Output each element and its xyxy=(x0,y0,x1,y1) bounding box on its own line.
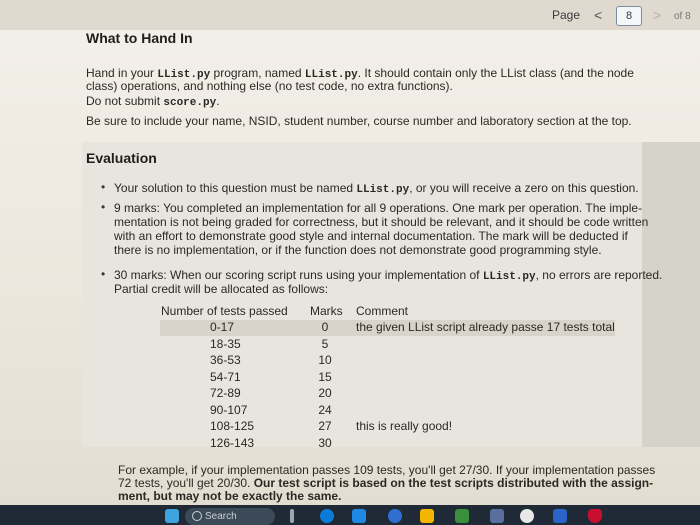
example-line-2 xyxy=(118,476,653,490)
table-cell-marks: 15 xyxy=(318,369,332,384)
os-taskbar xyxy=(0,505,700,525)
hand-in-line-2: class) operations, and nothing else (no test code, no extra functions). xyxy=(86,79,453,93)
code-segment: LList.py xyxy=(356,184,410,196)
previous-page-button[interactable]: < xyxy=(594,7,603,23)
chat-icon[interactable] xyxy=(320,509,334,523)
taskbar-search[interactable] xyxy=(185,508,275,525)
evaluation-bullet-2-line-2: mentation is not being graded for correctness, but it should be relevant, and it should be code written xyxy=(114,215,649,229)
table-header-tests: Number of tests passed xyxy=(161,304,288,318)
photos-icon[interactable] xyxy=(553,509,567,523)
table-cell-tests: 54-71 xyxy=(210,369,241,384)
table-cell-marks: 27 xyxy=(318,419,332,433)
app-icon-2[interactable] xyxy=(490,509,504,523)
search-icon xyxy=(192,511,202,521)
table-cell-tests: 126-143 xyxy=(210,435,255,450)
table-cell-tests: 36-53 xyxy=(210,353,241,367)
text-segment: program, named xyxy=(210,66,305,80)
code-segment: LList.py xyxy=(157,69,211,81)
page-navigation-bar xyxy=(0,0,700,30)
code-segment: score.py xyxy=(163,97,217,109)
table-cell-tests: 108-125 xyxy=(210,419,255,433)
table-cell-marks: 24 xyxy=(318,402,332,417)
table-header-marks: Marks xyxy=(310,304,343,318)
table-cell-marks: 30 xyxy=(318,435,332,450)
example-line-3: ment, but may not be exactly the same. xyxy=(118,489,342,503)
code-segment: LList.py xyxy=(304,69,358,81)
table-cell-marks: 0 xyxy=(321,320,329,334)
store-icon[interactable] xyxy=(455,509,469,523)
evaluation-bullet-2-line-1: 9 marks: You completed an implementation for all 9 operations. One mark per operation. The imple- xyxy=(114,201,643,215)
evaluation-bullet-1 xyxy=(114,181,639,197)
app-icon[interactable] xyxy=(388,509,402,523)
table-cell-comment: this is really good! xyxy=(356,419,453,433)
table-cell-tests: 0-17 xyxy=(210,320,235,334)
table-cell-tests: 90-107 xyxy=(210,402,248,417)
table-cell-marks: 10 xyxy=(318,353,332,367)
text-segment: . xyxy=(216,94,220,108)
task-view-icon[interactable] xyxy=(290,509,294,523)
text-segment: , no errors are reported. xyxy=(535,268,663,282)
pdf-reader-icon[interactable] xyxy=(588,509,602,523)
widgets-icon[interactable] xyxy=(165,509,179,523)
bullet-dot: • xyxy=(101,267,106,281)
table-cell-comment: the given LList script already passe 17 tests total xyxy=(356,320,615,334)
chrome-icon[interactable] xyxy=(520,509,534,523)
evaluation-heading: Evaluation xyxy=(86,150,157,166)
page-number-input[interactable]: 8 xyxy=(616,6,642,26)
text-segment: Your solution to this question must be named xyxy=(114,181,357,195)
table-cell-tests: 72-89 xyxy=(210,386,241,400)
table-cell-marks: 20 xyxy=(318,386,332,400)
page-total-label: of 8 xyxy=(674,11,691,22)
table-cell-tests: 18-35 xyxy=(210,336,241,351)
evaluation-bullet-2-line-4: there is no implementation, or if the function does not demonstrate good programming style. xyxy=(114,243,602,257)
edge-icon[interactable] xyxy=(352,509,366,523)
example-line-1: For example, if your implementation passes 109 tests, you'll get 27/30. If your implementation passes xyxy=(118,463,656,477)
text-segment: Do not submit xyxy=(86,94,164,108)
file-explorer-icon[interactable] xyxy=(420,509,434,523)
text-segment: 30 marks: When our scoring script runs using your implementation of xyxy=(114,268,483,282)
bullet-dot: • xyxy=(101,200,106,214)
bold-segment: Our test script is based on the test scripts distributed with the assign- xyxy=(253,476,654,490)
hand-in-line-4: Be sure to include your name, NSID, student number, course number and laboratory section at the top. xyxy=(86,114,632,128)
search-placeholder: Search xyxy=(205,511,237,522)
table-cell-marks: 5 xyxy=(321,336,329,351)
table-header-comment: Comment xyxy=(356,304,409,318)
page-label: Page xyxy=(552,8,581,22)
bullet-dot: • xyxy=(101,180,106,194)
evaluation-bullet-2-line-3: with an effort to demonstrate good style and internal documentation. The mark will be deducted if xyxy=(114,229,628,243)
hand-in-heading: What to Hand In xyxy=(86,30,193,46)
text-segment: Hand in your xyxy=(86,66,158,80)
code-segment: LList.py xyxy=(482,271,536,283)
next-page-button[interactable]: > xyxy=(653,7,662,23)
text-segment: . It should contain only the LList class (and the node xyxy=(357,66,634,80)
text-segment: , or you will receive a zero on this question. xyxy=(409,181,639,195)
text-segment: 72 tests, you'll get 20/30. xyxy=(118,476,254,490)
hand-in-line-3 xyxy=(86,94,220,110)
evaluation-bullet-3-line-2: Partial credit will be allocated as follows: xyxy=(114,282,329,296)
